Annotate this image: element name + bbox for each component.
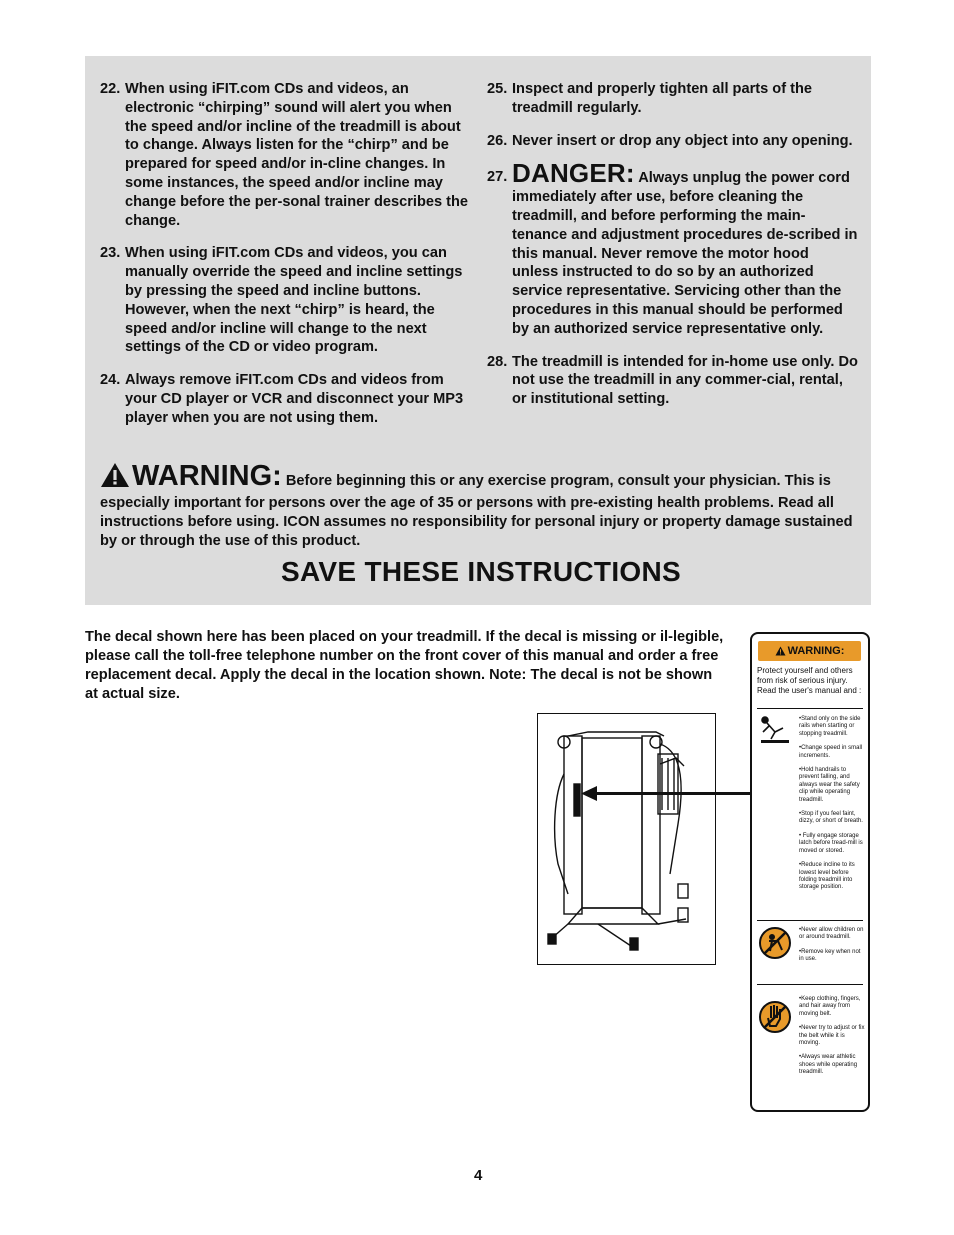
falling-person-icon xyxy=(757,714,793,744)
instructions-left-column xyxy=(100,80,472,442)
decal-location-arrow xyxy=(586,792,750,795)
page-number: 4 xyxy=(474,1167,483,1184)
instruction-23: 23. When using iFIT.com CDs and videos, you can manually override the speed and incline settings by pressing the speed and incline buttons. However, when the next “chirp” is heard, the speed and/or incline will change to the next settings of the CD or video program. xyxy=(100,245,463,356)
instruction-22: 22. When using iFIT.com CDs and videos, an electronic “chirping” sound will alert you when the speed and/or incline of the treadmill is about to change. Always listen for the “chirp” and be prepared for speed and/or in-cline changes. In some instances, the speed and/or incline may change before the per-sonal trainer describes the change. xyxy=(100,81,469,229)
decal-list-group-3: •Keep clothing, fingers, and hair away from moving belt. •Never try to adjust or fix the belt while it is moving. •Always wear athletic shoes while operating treadmill. xyxy=(799,996,865,1076)
treadmill-drawing-icon xyxy=(538,714,715,964)
instruction-25: 25. Inspect and properly tighten all parts of the treadmill regularly. xyxy=(487,81,813,116)
decal-description: The decal shown here has been placed on your treadmill. If the decal is missing or il-legible, please call the toll-free telephone number on the front cover of this manual and order a free replacement decal. Apply the decal in the location shown. Note: The decal is not be shown at actual size. xyxy=(85,629,724,702)
warning-notice: WARNING: Before beginning this or any exercise program, consult your physician. This is especially important for persons over the age of 35 or persons with pre-existing health problems. Read all instructions before using. ICON assumes no responsibility for personal injury or property damage sustained by or through the use of this product. xyxy=(100,460,853,549)
save-instructions-title: SAVE THESE INSTRUCTIONS xyxy=(281,556,681,587)
instructions-right-column xyxy=(487,80,859,423)
instruction-27-danger: 27. DANGER: Always unplug the power cord immediately after use, before cleaning the treadmill, and before performing the main-tenance and adjustment procedures de-scribed in this manual. Never remove the motor hood unless instructed to do so by an authorized service representative. Servicing other than the procedures in this manual should be performed by an authorized service representative only. xyxy=(487,158,858,337)
no-hands-belt-icon xyxy=(758,1000,792,1034)
danger-label: DANGER: xyxy=(512,158,635,189)
decal-divider xyxy=(757,984,863,985)
decal-divider xyxy=(757,708,863,709)
instruction-26: 26. Never insert or drop any object into any opening. xyxy=(487,132,853,149)
decal-warning-triangle-icon xyxy=(775,646,786,656)
arrow-head-icon xyxy=(581,786,597,801)
decal-intro: Protect yourself and others from risk of serious injury. Read the user's manual and : xyxy=(757,666,862,695)
warning-decal xyxy=(750,632,870,1112)
instruction-24: 24. Always remove iFIT.com CDs and videos from your CD player or VCR and disconnect your MP3 player when you are not using them. xyxy=(100,372,464,426)
decal-list-group-2: •Never allow children on or around treadmill. •Remove key when not in use. xyxy=(799,927,864,963)
warning-triangle-icon xyxy=(100,462,130,494)
decal-divider xyxy=(757,920,863,921)
warning-label: WARNING: xyxy=(132,460,282,492)
decal-header: WARNING: xyxy=(758,641,861,661)
decal-list-group-1: •Stand only on the side rails when starting or stopping treadmill. •Change speed in small increments. •Hold handrails to prevent falling, and always wear the safety clip while operating treadmill. •Stop if you feel faint, dizzy, or short of breath. • Fully engage storage latch before tread-mill is moved or stored. •Reduce incline to its lowest level before folding treadmill into storage position. xyxy=(799,716,863,891)
treadmill-illustration xyxy=(537,713,716,965)
instruction-28: 28. The treadmill is intended for in-home use only. Do not use the treadmill in any commer-cial, rental, or institutional setting. xyxy=(487,353,858,408)
no-children-icon xyxy=(758,926,792,960)
